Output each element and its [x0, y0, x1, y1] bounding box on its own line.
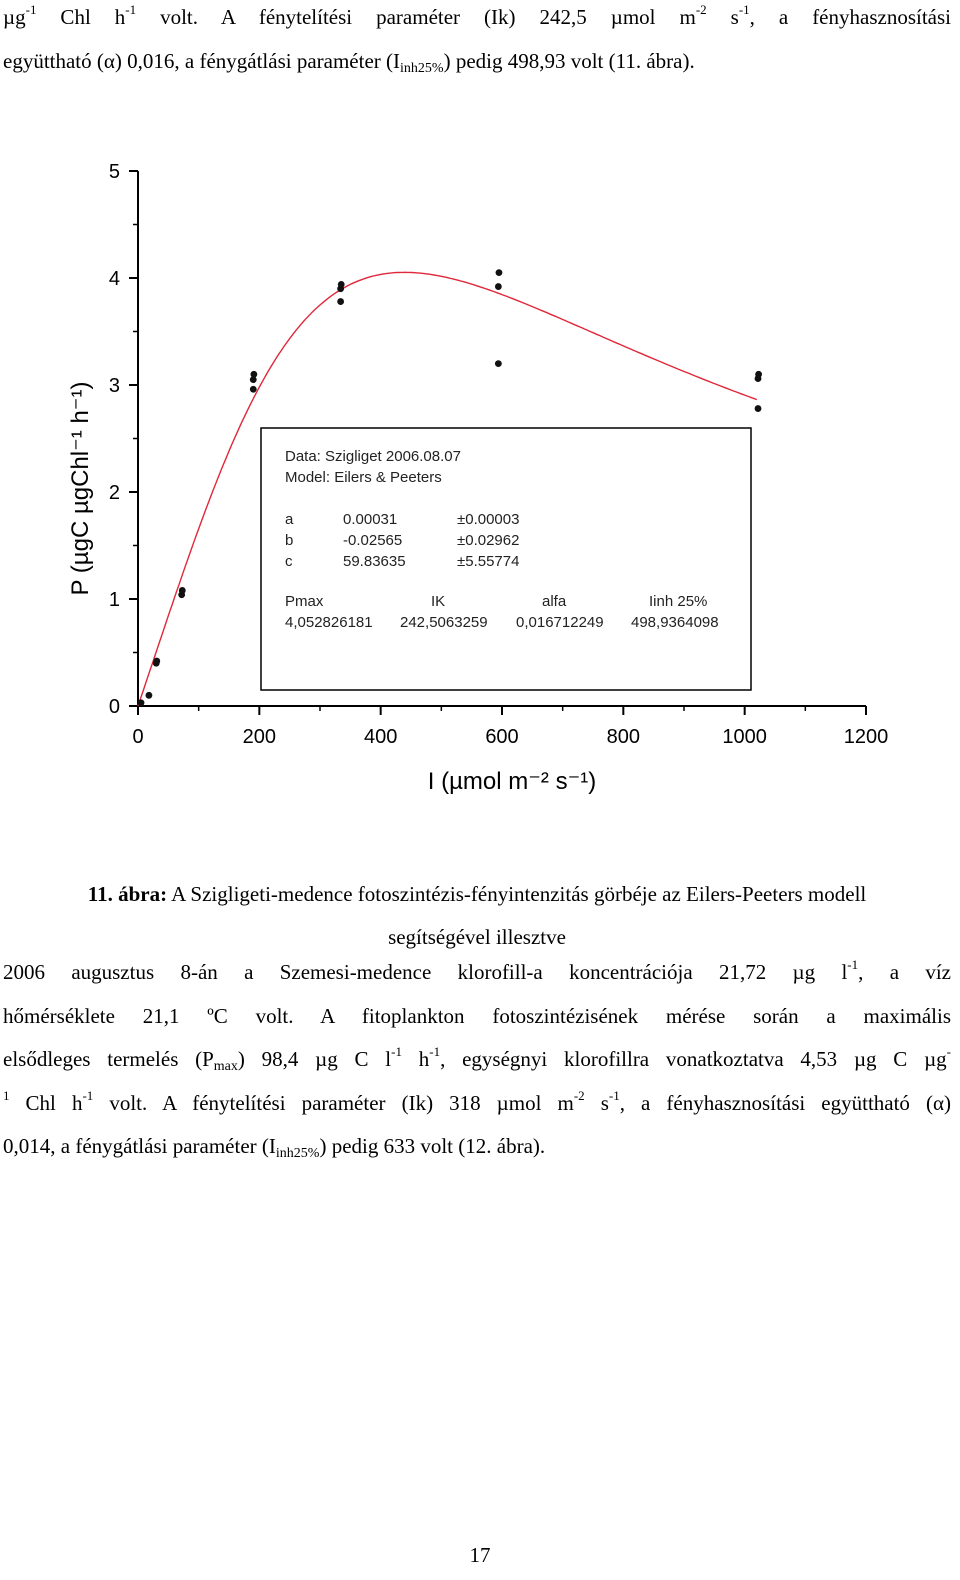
derived-header: Iinh 25%	[649, 593, 708, 610]
text-span: Chl h	[9, 1090, 83, 1115]
text-span: h	[401, 1047, 430, 1071]
param-name: a	[285, 511, 294, 528]
fit-box-data-label: Data: Szigliget 2006.08.07	[285, 448, 461, 465]
derived-header: alfa	[542, 593, 567, 610]
superscript: 1	[3, 1087, 10, 1103]
param-error: ±5.55774	[457, 553, 520, 570]
data-point	[138, 699, 145, 706]
data-point	[250, 371, 257, 378]
data-point	[755, 405, 762, 412]
body-line-1	[3, 951, 951, 995]
fit-box-model-label: Model: Eilers & Peeters	[285, 469, 442, 486]
text-span: µg	[3, 5, 26, 29]
intro-paragraph	[3, 0, 951, 83]
superscript: -1	[391, 1044, 402, 1059]
text-span: ) pedig 498,93 volt (11. ábra).	[443, 48, 695, 73]
figure-caption	[3, 873, 951, 916]
text-span: hőmérséklete 21,1 ºC volt. A fitoplankton fotoszintézisének mérése során a maximális	[3, 1003, 951, 1028]
y-tick-label: 4	[108, 268, 120, 290]
subscript: inh25%	[400, 60, 444, 76]
body-line-4	[3, 1082, 951, 1126]
derived-value: 4,052826181	[285, 614, 373, 631]
x-tick-label: 200	[242, 726, 277, 748]
y-tick-label: 3	[108, 375, 120, 397]
superscript: -1	[25, 2, 37, 17]
text-span: ) 98,4 µg C l	[237, 1047, 392, 1071]
data-point	[496, 269, 503, 276]
figure-11	[0, 100, 960, 840]
text-span: , a fényhasznosítási együttható (α)	[619, 1090, 951, 1115]
text-span: 0,014, a fénygátlási paraméter (I	[3, 1134, 276, 1158]
x-tick-label: 1200	[843, 726, 889, 748]
text-span: együttható (α) 0,016, a fénygátlási paraméter (I	[3, 48, 401, 73]
superscript: -2	[573, 1087, 585, 1103]
text-span: , a víz	[858, 960, 951, 984]
body-line-3	[3, 1038, 951, 1082]
data-point	[146, 692, 153, 699]
data-point	[337, 298, 344, 305]
x-tick-label: 600	[485, 726, 519, 748]
y-axis-title: P (µgC µgChl⁻¹ h⁻¹)	[67, 381, 94, 596]
superscript: -1	[429, 1044, 441, 1059]
body-line-2	[3, 995, 951, 1039]
param-name: b	[285, 532, 294, 549]
text-span: , egységnyi klorofillra vonatkoztatva 4,53 µg C µg	[440, 1047, 947, 1071]
text-span: s	[584, 1090, 609, 1115]
derived-header: IK	[431, 593, 446, 610]
superscript: -1	[125, 2, 137, 17]
caption-text-2: segítségével illesztve	[388, 925, 566, 949]
caption-text-1: A Szigligeti-medence fotoszintézis-fényintenzitás görbéje az Eilers-Peeters modell	[167, 882, 867, 906]
y-tick-label: 0	[108, 696, 120, 718]
text-span: volt. A fénytelítési paraméter (Ik) 242,5 µmol m	[136, 5, 696, 29]
x-tick-label: 0	[132, 726, 144, 748]
fit-parameters-box	[261, 428, 751, 690]
subscript: max	[213, 1059, 238, 1074]
text-span: elsődleges termelés (P	[3, 1047, 214, 1071]
data-point	[338, 281, 345, 288]
superscript: -1	[82, 1087, 94, 1103]
data-point	[250, 386, 257, 393]
derived-header: Pmax	[285, 593, 324, 610]
x-tick-label: 400	[363, 726, 398, 748]
derived-value: 0,016712249	[516, 614, 604, 631]
data-point	[495, 283, 502, 290]
pi-curve-chart	[0, 100, 960, 840]
text-span: , a fényhasznosítási	[749, 5, 951, 29]
param-error: ±0.02962	[457, 532, 520, 549]
x-axis-title: I (µmol m⁻² s⁻¹)	[427, 768, 597, 795]
superscript: -1	[738, 2, 750, 17]
derived-value: 498,9364098	[631, 614, 719, 631]
caption-label: 11. ábra:	[87, 882, 168, 906]
page-number: 17	[469, 1543, 491, 1567]
data-point	[495, 360, 502, 367]
superscript: -2	[695, 2, 707, 17]
x-tick-label: 800	[606, 726, 641, 748]
y-tick-label: 1	[108, 589, 120, 611]
data-point	[153, 658, 160, 665]
text-span: volt. A fénytelítési paraméter (Ik) 318 µmol m	[93, 1090, 574, 1115]
param-value: 59.83635	[343, 553, 406, 570]
intro-line-1	[3, 0, 951, 40]
text-span: ) pedig 633 volt (12. ábra).	[319, 1134, 546, 1158]
superscript: -	[946, 1044, 952, 1059]
superscript: -1	[847, 957, 859, 972]
data-point	[755, 371, 762, 378]
body-line-5	[3, 1125, 951, 1169]
subscript: inh25%	[275, 1146, 320, 1161]
x-tick-label: 1000	[722, 726, 767, 748]
intro-line-2	[3, 40, 951, 84]
param-value: 0.00031	[343, 511, 398, 528]
y-tick-label: 5	[108, 161, 120, 183]
text-span: 2006 augusztus 8-án a Szemesi-medence klorofill-a koncentrációja 21,72 µg l	[3, 960, 848, 984]
text-span: Chl h	[36, 5, 126, 29]
param-value: -0.02565	[343, 532, 403, 549]
body-paragraph	[3, 951, 951, 1169]
data-point	[179, 587, 186, 594]
param-error: ±0.00003	[457, 511, 520, 528]
text-span: s	[706, 5, 739, 29]
param-name: c	[285, 553, 293, 570]
y-tick-label: 2	[108, 482, 120, 504]
derived-value: 242,5063259	[400, 614, 488, 631]
superscript: -1	[608, 1087, 620, 1103]
